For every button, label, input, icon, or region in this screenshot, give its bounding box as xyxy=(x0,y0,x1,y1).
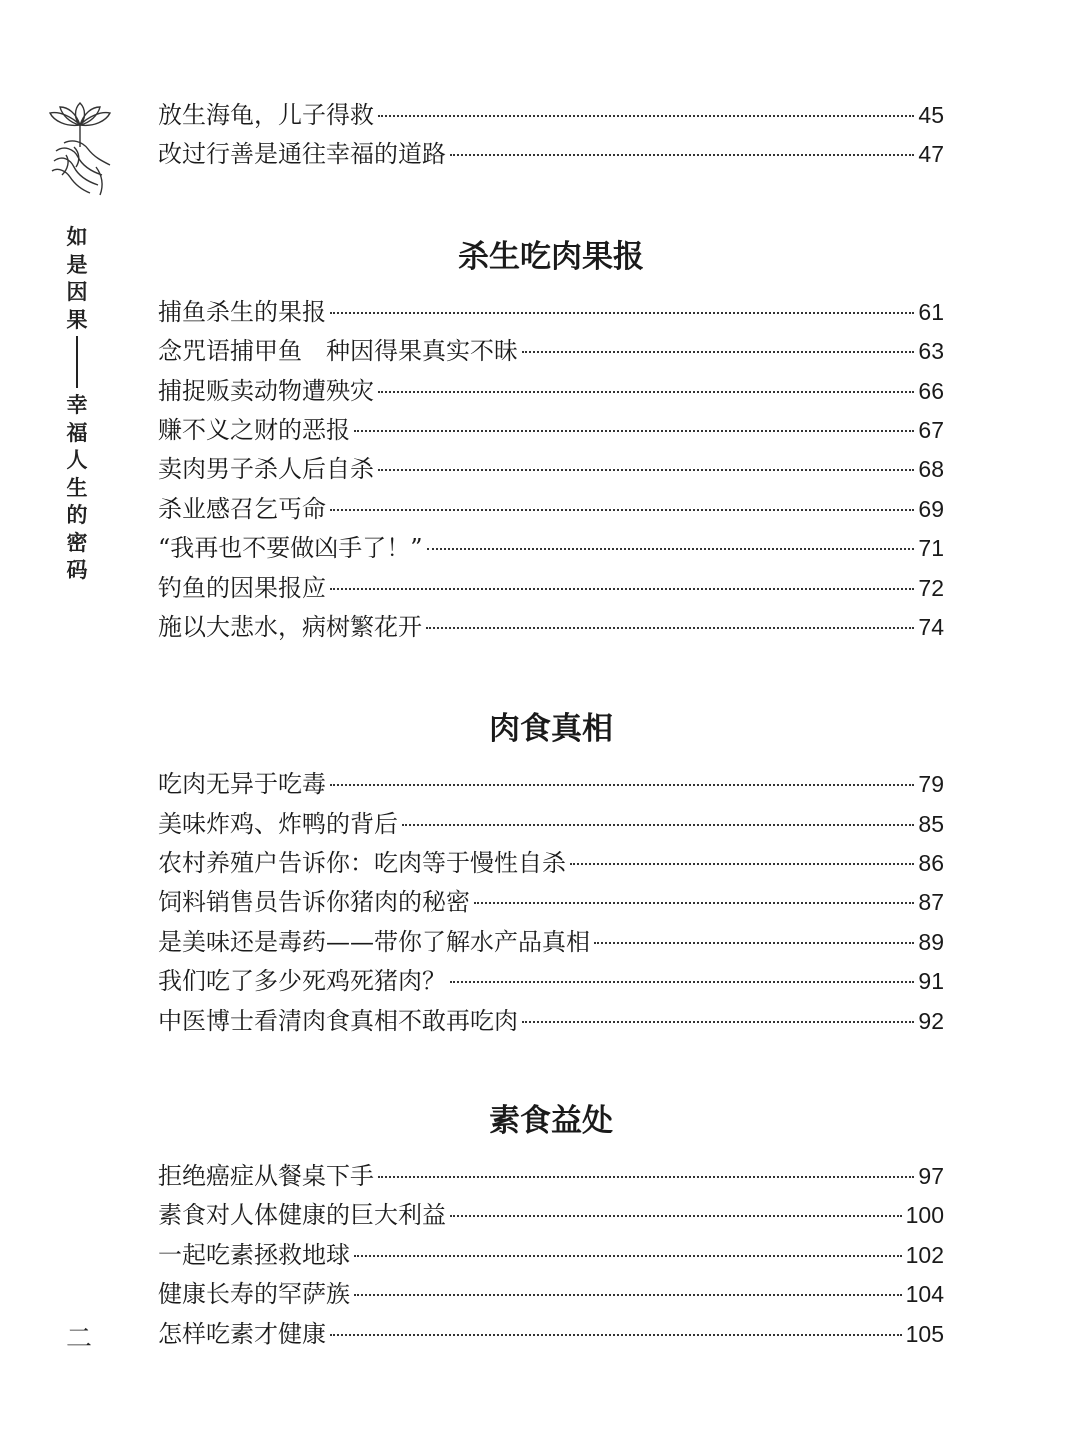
entry-title: 钓鱼的因果报应 xyxy=(158,573,326,602)
title-char: 密 xyxy=(66,529,88,555)
toc-entry[interactable] xyxy=(158,1315,944,1354)
page-number: 二 xyxy=(66,1324,93,1354)
entry-page: 71 xyxy=(918,535,944,562)
leader-dots xyxy=(330,1332,902,1336)
toc-entry[interactable] xyxy=(158,608,944,647)
toc-entry[interactable] xyxy=(158,1002,944,1041)
leader-dots xyxy=(330,507,914,511)
entry-title: 我们吃了多少死鸡死猪肉？ xyxy=(158,967,446,996)
toc-entry[interactable] xyxy=(158,96,944,135)
entry-title: 怎样吃素才健康 xyxy=(158,1319,326,1348)
lotus-hand-icon xyxy=(44,95,116,205)
section-title: 肉食真相 xyxy=(489,711,613,748)
entry-page: 47 xyxy=(918,141,944,168)
entry-title: 拒绝癌症从餐桌下手 xyxy=(158,1162,374,1191)
leader-dots xyxy=(354,1253,902,1257)
toc-entry[interactable] xyxy=(158,1157,944,1196)
toc-section xyxy=(158,237,944,648)
toc-entry[interactable] xyxy=(158,411,944,450)
leader-dots xyxy=(378,1174,914,1178)
toc-entry[interactable] xyxy=(158,332,944,371)
title-dash xyxy=(76,336,78,388)
entry-page: 66 xyxy=(918,377,944,404)
leader-dots xyxy=(594,940,914,944)
entry-page: 69 xyxy=(918,495,944,522)
entry-title: 放生海龟，儿子得救 xyxy=(158,101,374,129)
entry-page: 91 xyxy=(918,968,944,995)
entry-page: 89 xyxy=(918,928,944,955)
entry-title: 赚不义之财的恶报 xyxy=(158,415,350,444)
leader-dots xyxy=(378,467,914,471)
entry-title: 杀业感召乞丐命 xyxy=(158,494,326,523)
leader-dots xyxy=(330,782,914,786)
title-char: 码 xyxy=(66,557,88,582)
toc-entry[interactable] xyxy=(158,490,944,529)
title-char: 人 xyxy=(66,447,88,472)
entry-title: 卖肉男子杀人后自杀 xyxy=(158,455,374,484)
entry-title: 施以大悲水，病树繁花开 xyxy=(158,612,422,641)
entry-page: 72 xyxy=(918,574,944,601)
leader-dots xyxy=(426,625,914,629)
entry-page: 102 xyxy=(905,1241,944,1268)
leader-dots xyxy=(427,546,915,550)
toc-entry[interactable] xyxy=(158,923,944,962)
entry-page: 92 xyxy=(918,1007,944,1034)
entry-page: 85 xyxy=(918,810,944,837)
entry-title: 美味炸鸡、炸鸭的背后 xyxy=(158,809,398,838)
entry-page: 87 xyxy=(918,889,944,916)
toc-entry[interactable] xyxy=(158,1236,944,1275)
entry-title: 捕捉贩卖动物遭殃灾 xyxy=(158,376,374,405)
entry-title: 捕鱼杀生的果报 xyxy=(158,297,326,326)
title-char: 的 xyxy=(66,502,88,527)
leader-dots xyxy=(378,389,914,393)
toc-entry[interactable] xyxy=(158,805,944,844)
entry-title: 吃肉无异于吃毒 xyxy=(158,770,326,799)
entry-page: 86 xyxy=(918,850,944,877)
entry-title: 念咒语捕甲鱼 种因得果真实不昧 xyxy=(158,337,518,366)
toc-entry[interactable] xyxy=(158,844,944,883)
toc-section xyxy=(158,96,944,175)
entry-page: 68 xyxy=(918,456,944,483)
title-char: 福 xyxy=(66,419,88,445)
toc-section xyxy=(158,1101,944,1354)
toc-entry[interactable] xyxy=(158,450,944,489)
title-char: 如 xyxy=(66,224,88,249)
vertical-book-title xyxy=(62,223,92,584)
entry-page: 63 xyxy=(918,338,944,365)
toc-entry[interactable] xyxy=(158,1196,944,1235)
leader-dots xyxy=(354,428,914,432)
entry-page: 100 xyxy=(905,1202,944,1229)
leader-dots xyxy=(450,152,914,156)
toc-entry[interactable] xyxy=(158,962,944,1001)
entry-title: 素食对人体健康的巨大利益 xyxy=(158,1201,446,1230)
entry-page: 105 xyxy=(905,1320,944,1347)
entry-title: 健康长寿的罕萨族 xyxy=(158,1280,350,1309)
title-char: 是 xyxy=(66,251,88,277)
leader-dots xyxy=(570,861,914,865)
leader-dots xyxy=(522,1019,914,1023)
leader-dots xyxy=(354,1292,902,1296)
entry-page: 79 xyxy=(918,771,944,798)
entry-title: 饲料销售员告诉你猪肉的秘密 xyxy=(158,888,470,917)
entry-page: 74 xyxy=(918,613,944,640)
entry-page: 104 xyxy=(905,1281,944,1308)
leader-dots xyxy=(522,349,914,353)
toc-entry[interactable] xyxy=(158,293,944,332)
title-char: 因 xyxy=(66,279,88,304)
leader-dots xyxy=(378,113,914,117)
toc-entry[interactable] xyxy=(158,883,944,922)
entry-title: 农村养殖户告诉你：吃肉等于慢性自杀 xyxy=(158,849,566,878)
entry-title: 改过行善是通往幸福的道路 xyxy=(158,140,446,169)
title-char: 果 xyxy=(66,306,88,332)
entry-page: 97 xyxy=(918,1163,944,1190)
table-of-contents xyxy=(158,96,944,1354)
entry-page: 67 xyxy=(918,416,944,443)
leader-dots xyxy=(474,900,914,904)
toc-entry[interactable] xyxy=(158,372,944,411)
entry-page: 45 xyxy=(918,102,944,128)
title-char: 幸 xyxy=(66,392,88,417)
entry-title: 中医博士看清肉食真相不敢再吃肉 xyxy=(158,1006,518,1035)
leader-dots xyxy=(450,1213,902,1217)
entry-title: “我再也不要做凶手了！” xyxy=(158,534,423,563)
title-char: 生 xyxy=(66,474,88,500)
entry-page: 61 xyxy=(918,298,944,325)
toc-entry[interactable] xyxy=(158,569,944,608)
leader-dots xyxy=(330,586,914,590)
toc-entry[interactable] xyxy=(158,529,944,568)
toc-entry[interactable] xyxy=(158,765,944,804)
entry-title: 是美味还是毒药——带你了解水产品真相 xyxy=(158,927,590,956)
leader-dots xyxy=(330,310,914,314)
section-title: 杀生吃肉果报 xyxy=(458,238,644,275)
toc-section xyxy=(158,709,944,1041)
toc-entry[interactable] xyxy=(158,135,944,174)
leader-dots xyxy=(402,822,914,826)
leader-dots xyxy=(450,979,914,983)
toc-entry[interactable] xyxy=(158,1275,944,1314)
section-title: 素食益处 xyxy=(489,1103,613,1140)
entry-title: 一起吃素拯救地球 xyxy=(158,1240,350,1269)
